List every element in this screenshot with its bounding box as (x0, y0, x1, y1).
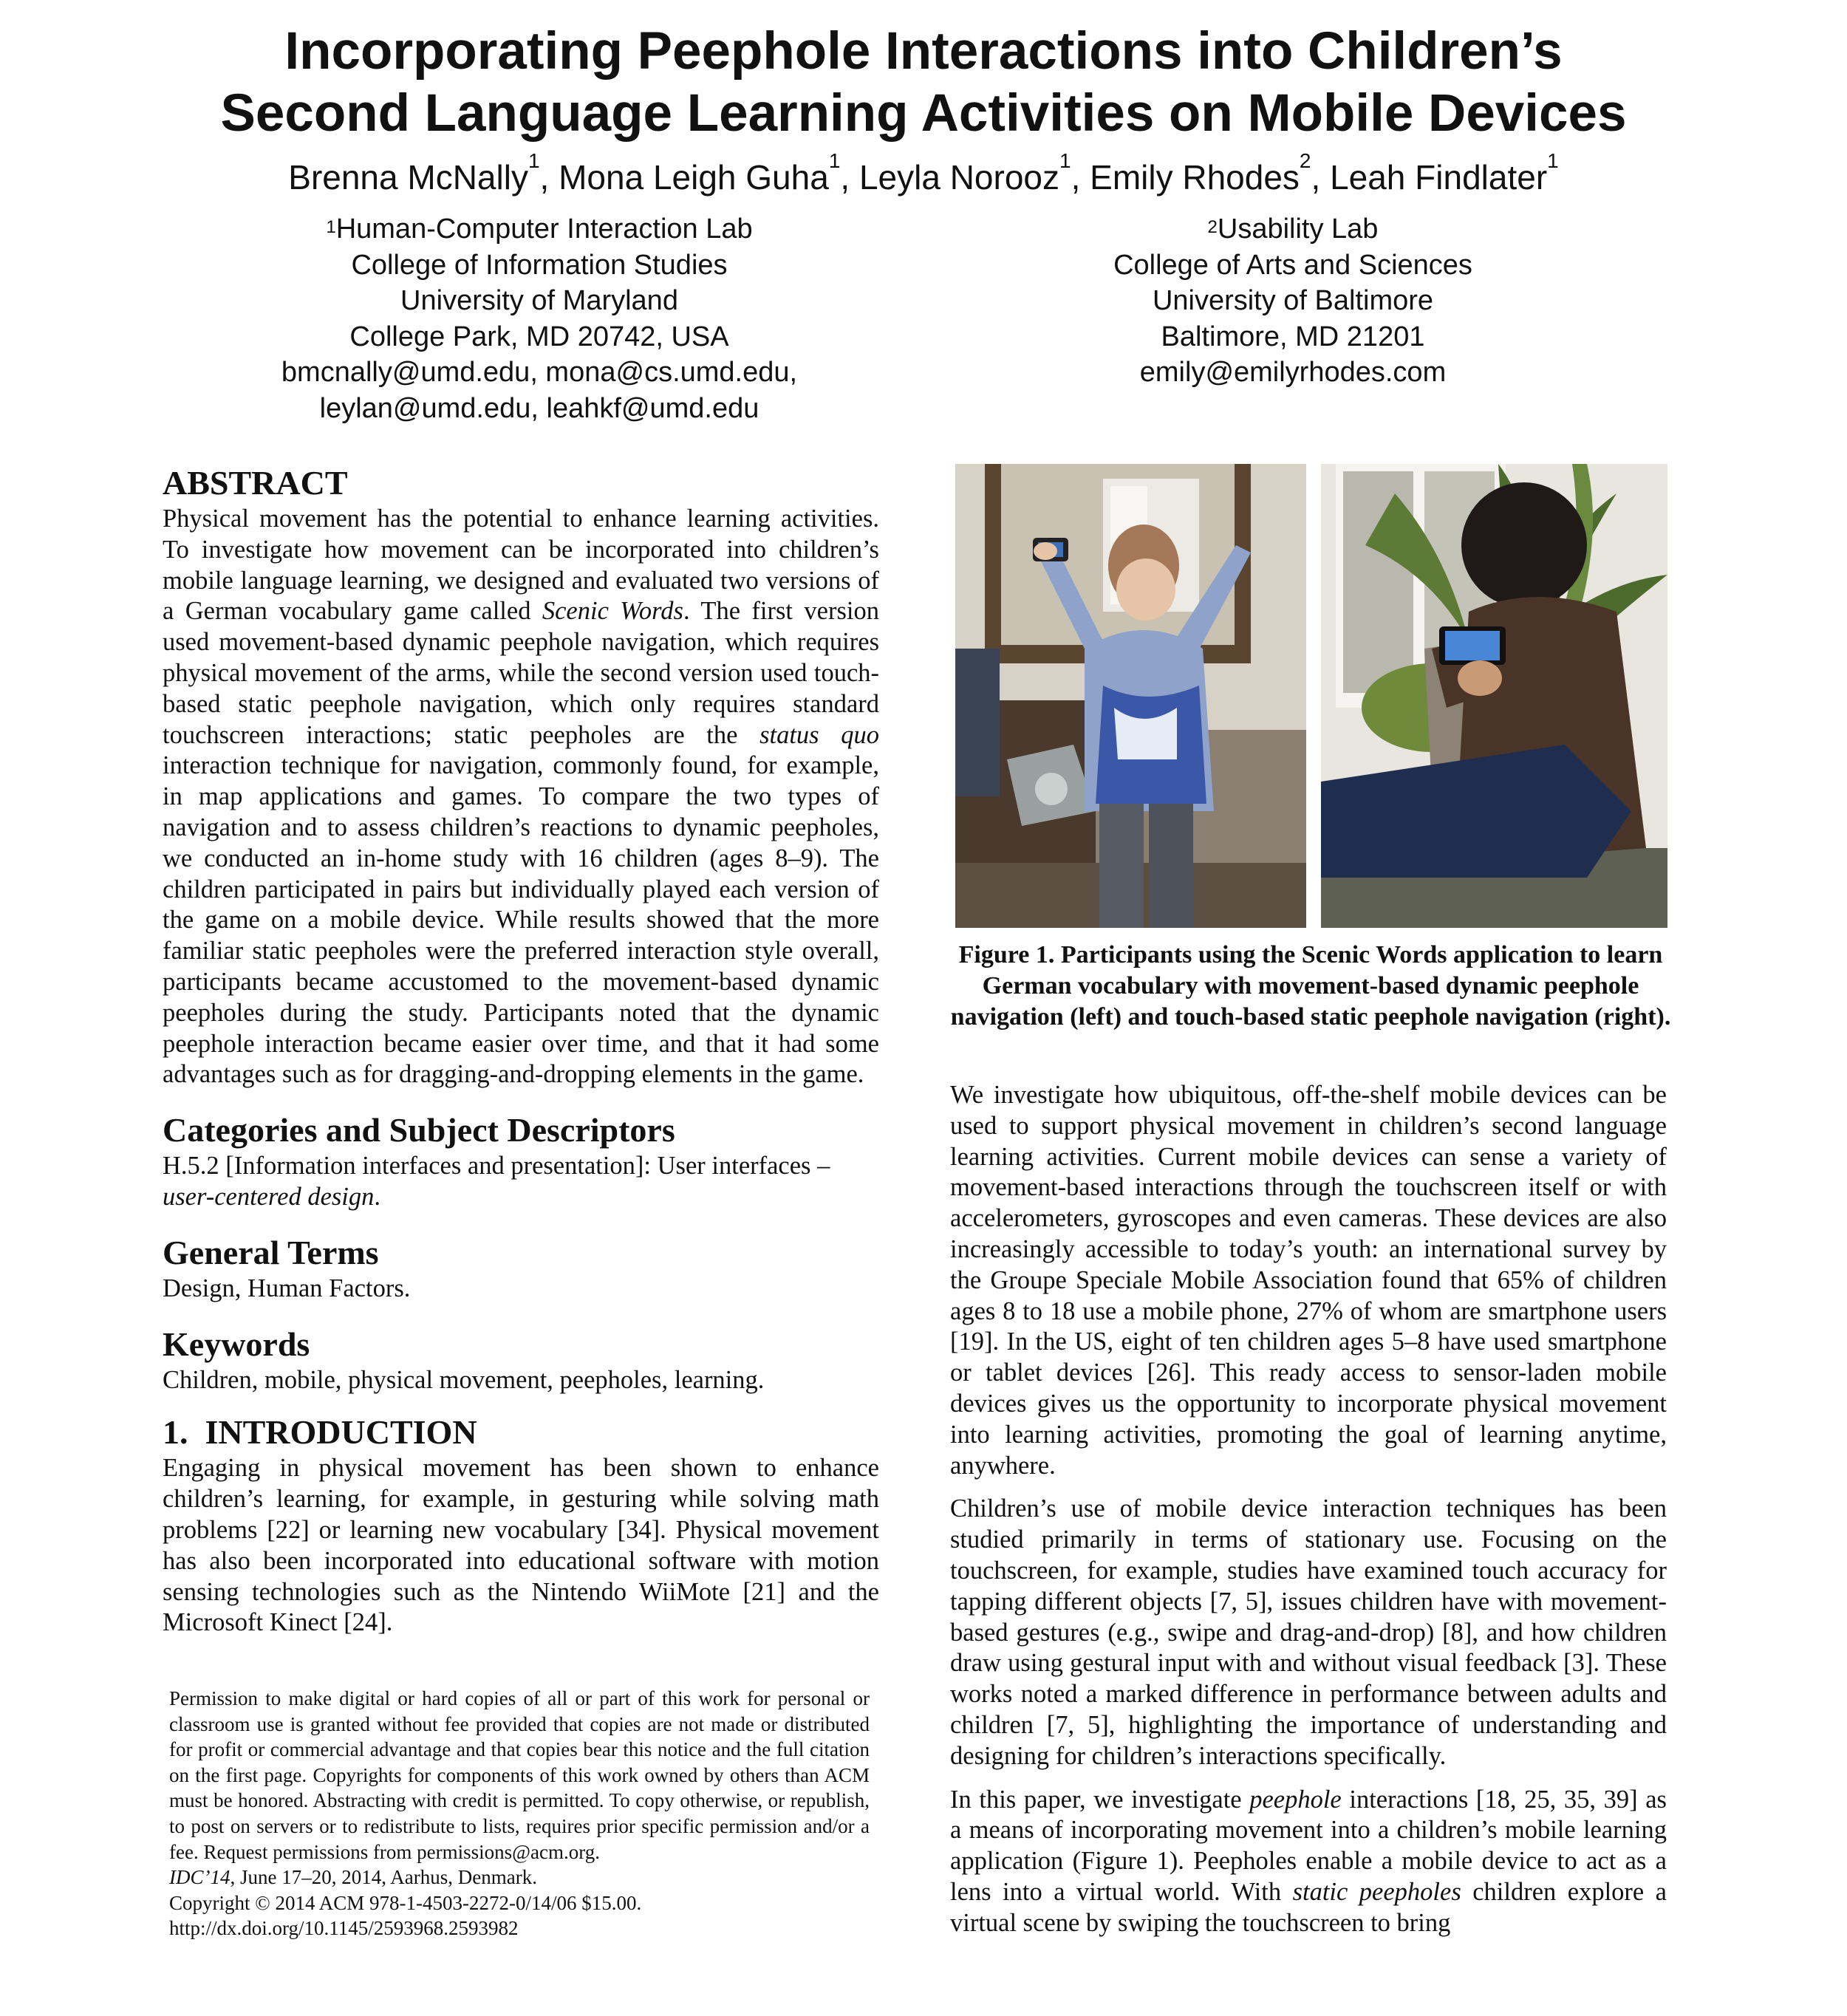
photo-static-peephole (1321, 464, 1667, 928)
affil-line: University of Baltimore (1152, 285, 1434, 316)
author-name: Emily Rhodes (1090, 158, 1300, 197)
keywords-text: Children, mobile, physical movement, peepholes, learning. (163, 1365, 765, 1394)
body-paragraph-3: In this paper, we investigate peephole interactions [18, 25, 35, 39] as a means of incorporating movement into a children’s mobile learning application (Figure 1). Peepholes enable a mobile device to act as a lens into a virtual world. With static peepholes children explore a virtual scene by swiping the touchscreen to bring (950, 1785, 1667, 1937)
affiliation-maryland (244, 211, 835, 426)
author-name: Leah Findlater (1330, 158, 1548, 197)
introduction-text: Engaging in physical movement has been shown to enhance children’s learning, for example, in gesturing while solving math problems [22] or learning new vocabulary [34]. Physical movement has also been incorporated into educational software with motion sensing technologies such as the Nintendo WiiMote [21] and the Microsoft Kinect [24]. (163, 1454, 879, 1637)
body-paragraph-1: We investigate how ubiquitous, off-the-shelf mobile devices can be used to support physical movement in children’s second language learning activities. Current mobile devices can sense a variety of movement-based interactions through the touchscreen itself or with accelerometers, gyroscopes and even cameras. These devices are also increasingly accessible to today’s youth: an international survey by the Groupe Speciale Mobile Association found that 65% of children ages 8 to 18 use a mobile phone, 27% of whom are smartphone users [19]. In the US, eight of ten children ages 5–8 have used smartphone or tablet devices [26]. This ready access to sensor-laden mobile devices gives us the opportunity to incorporate physical movement into learning activities, promoting the goal of learning anytime, anywhere. (950, 1081, 1667, 1480)
general-terms-heading: General Terms (163, 1233, 379, 1271)
affil-line: Human-Computer Interaction Lab (335, 213, 753, 245)
affil-emails: leylan@umd.edu, leahkf@umd.edu (319, 392, 759, 424)
categories-text: H.5.2 [Information interfaces and presentation]: User interfaces – user-centered design. (163, 1152, 830, 1211)
permission-notice (169, 1686, 870, 1941)
body-paragraph-2: Children’s use of mobile device interaction techniques has been studied primarily in terms of stationary use. Focusing on the touchscreen, for example, studies have examined touch accuracy for tapping different objects [7, 5], issues children have with movement-based gestures (e.g., swipe and drag-and-drop) [8], and how children draw using gestural input with and without visual feedback [3]. These works noted a marked difference in performance between adults and children [7, 5], highlighting the importance of understanding and designing for children’s interactions specifically. (950, 1494, 1667, 1770)
abstract-text: Physical movement has the potential to enhance learning activities. To investigate how movement can be incorporated into children’s mobile language learning, we designed and evaluated two versions of a German vocabulary game called Scenic Words. The first version used movement-based dynamic peephole navigation, which requires physical movement of the arms, while the second version used touch-based static peephole navigation, which only requires standard touchscreen interactions; static peepholes are the status quo interaction technique for navigation, commonly found, for example, in map applications and games. To compare the two types of navigation and to assess children’s reactions to dynamic peepholes, we conducted an in-home study with 16 children (ages 8–9). The children participated in pairs but individually played each version of the game on a mobile device. While results showed that the more familiar static peepholes were the preferred interaction style overall, participants became accustomed to the movement-based dynamic peepholes during the study. Participants noted that the dynamic peephole interaction became easier over time, and that it had some advantages such as for dragging-and-dropping elements in the game. (163, 505, 879, 1089)
author-affil-mark: 1 (828, 149, 841, 172)
author-affil-mark: 1 (528, 149, 540, 172)
doi-link[interactable]: http://dx.doi.org/10.1145/2593968.2593982 (169, 1917, 519, 1940)
photo-dynamic-peephole (955, 464, 1306, 928)
affiliation-baltimore (997, 211, 1588, 391)
right-column (950, 1080, 1667, 1939)
figure-1 (955, 464, 1667, 928)
categories-heading: Categories and Subject Descriptors (163, 1111, 675, 1149)
affil-line: College of Arts and Sciences (1113, 249, 1472, 281)
keywords-heading: Keywords (163, 1325, 310, 1363)
abstract-heading: ABSTRACT (163, 464, 348, 502)
copyright-line: Copyright © 2014 ACM 978-1-4503-2272-0/14/06 $15.00. (169, 1891, 642, 1914)
affil-line: College of Information Studies (351, 249, 728, 281)
affil-emails: bmcnally@umd.edu, mona@cs.umd.edu, (281, 357, 798, 388)
paper-title (0, 21, 1847, 145)
general-terms-text: Design, Human Factors. (163, 1274, 411, 1302)
affil-emails: emily@emilyrhodes.com (1139, 357, 1447, 388)
author-affil-mark: 2 (1299, 149, 1311, 172)
title-line-2: Second Language Learning Activities on Mobile Devices (220, 84, 1627, 143)
venue-line: IDC’14, June 17–20, 2014, Aarhus, Denmark. (169, 1866, 537, 1889)
left-column (163, 462, 879, 1639)
affil-mark: 1 (326, 217, 336, 237)
author-name: Mona Leigh Guha (559, 158, 829, 197)
affil-line: Baltimore, MD 21201 (1161, 321, 1425, 352)
author-affil-mark: 1 (1547, 149, 1559, 172)
title-line-1: Incorporating Peephole Interactions into Children’s (284, 22, 1563, 81)
affil-line: University of Maryland (400, 285, 678, 316)
affil-line: College Park, MD 20742, USA (349, 321, 729, 352)
affil-line: Usability Lab (1217, 213, 1379, 245)
author-name: Brenna McNally (288, 158, 528, 197)
author-name: Leyla Norooz (858, 158, 1059, 197)
figure-1-caption: Figure 1. Participants using the Scenic Words application to learn German vocabulary with movement-based dynamic peephole navigation (left) and touch-based static peephole navigation (right). (950, 941, 1671, 1031)
introduction-heading: 1. INTRODUCTION (163, 1413, 477, 1452)
author-affil-mark: 1 (1059, 149, 1071, 172)
permission-text: Permission to make digital or hard copies of all or part of this work for personal or classroom use is granted without fee provided that copies are not made or distributed for profit or commercial advantage and that copies bear this notice and the full citation on the first page. Copyrights for components of this work owned by others than ACM must be honored. Abstracting with credit is permitted. To copy otherwise, or republish, to post on servers or to redistribute to lists, requires prior specific permission and/or a fee. Request permissions from permissions@acm.org. (169, 1687, 870, 1863)
affil-mark: 2 (1207, 217, 1218, 237)
author-list: Brenna McNally$^1$, Mona Leigh Guha$^1$, Leyla Norooz$^1$, Emily Rhodes$^2$, Leah Findlater$^1$ (288, 149, 1559, 197)
